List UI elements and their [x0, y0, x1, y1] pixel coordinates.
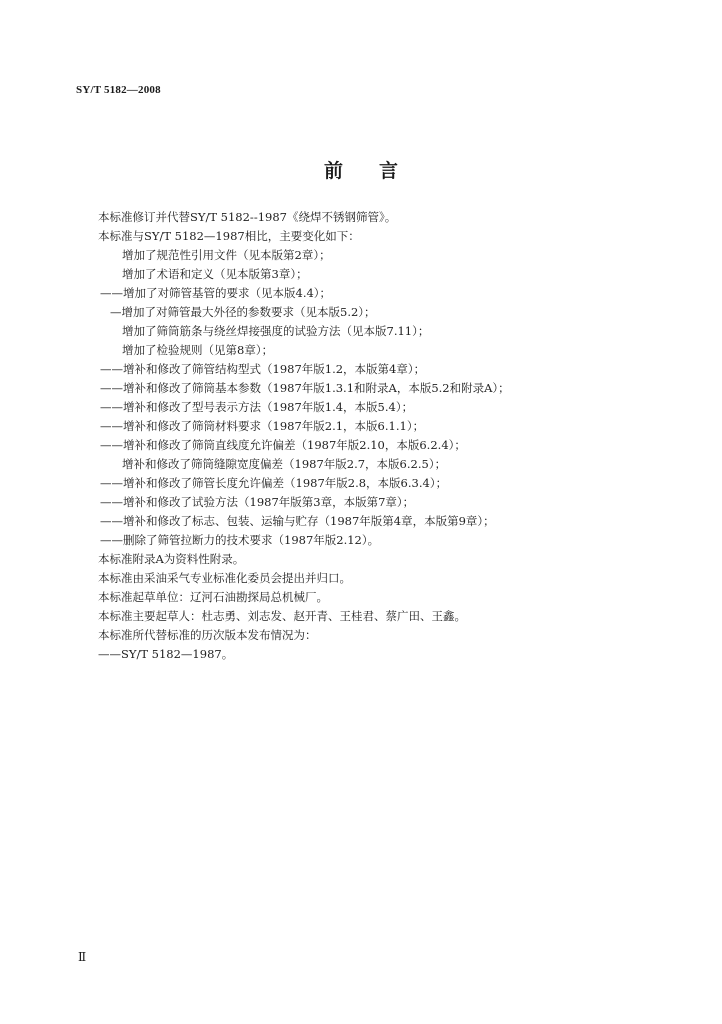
list-item: —增加了对筛管最大外径的参数要求（见本版5.2）；	[110, 305, 376, 319]
list-item: ——增补和修改了标志、包装、运输与贮存（1987年版第4章，本版第9章）；	[100, 514, 495, 528]
list-item: ——增加了对筛管基管的要求（见本版4.4）；	[100, 286, 332, 300]
paragraph-line: 本标准与SY/T 5182—1987相比，主要变化如下：	[98, 229, 360, 243]
page-number: Ⅱ	[78, 950, 87, 964]
title-char-2: 言	[379, 160, 399, 182]
page-title	[0, 156, 722, 183]
list-item: ——增补和修改了筛筒直线度允许偏差（1987年版2.10，本版6.2.4）；	[100, 438, 466, 452]
list-item: 增加了规范性引用文件（见本版第2章）；	[122, 248, 331, 262]
list-item: 增加了术语和定义（见本版第3章）；	[122, 267, 308, 281]
list-item: ——增补和修改了筛筒材料要求（1987年版2.1，本版6.1.1）；	[100, 419, 425, 433]
list-item: ——删除了筛管拉断力的技术要求（1987年版2.12）。	[100, 533, 380, 547]
list-item: 增补和修改了筛筒缝隙宽度偏差（1987年版2.7，本版6.2.5）；	[122, 457, 447, 471]
paragraph-line: 本标准起草单位：辽河石油勘探局总机械厂。	[98, 590, 328, 604]
standard-code: SY/T 5182—2008	[76, 84, 161, 96]
title-char-1: 前	[323, 160, 343, 182]
paragraph-line: 本标准附录A为资料性附录。	[98, 552, 245, 566]
list-item: 增加了检验规则（见第8章）；	[122, 343, 274, 357]
list-item: ——增补和修改了筛管结构型式（1987年版1.2，本版第4章）；	[100, 362, 426, 376]
list-item: ——增补和修改了试验方法（1987年版第3章，本版第7章）；	[100, 495, 415, 509]
list-item: ——SY/T 5182—1987。	[98, 647, 234, 661]
paragraph-line: 本标准修订并代替SY/T 5182--1987《绕焊不锈钢筛管》。	[98, 210, 397, 224]
paragraph-line: 本标准由采油采气专业标准化委员会提出并归口。	[98, 571, 351, 585]
paragraph-line: 本标准所代替标准的历次版本发布情况为：	[98, 628, 317, 642]
list-item: ——增补和修改了筛筒基本参数（1987年版1.3.1和附录A，本版5.2和附录A）；	[100, 381, 510, 395]
list-item: ——增补和修改了筛管长度允许偏差（1987年版2.8，本版6.3.4）；	[100, 476, 448, 490]
paragraph-line: 本标准主要起草人：杜志勇、刘志发、赵开青、王桂君、蔡广田、王鑫。	[98, 609, 466, 623]
list-item: ——增补和修改了型号表示方法（1987年版1.4，本版5.4）；	[100, 400, 414, 414]
list-item: 增加了筛筒筋条与绕丝焊接强度的试验方法（见本版7.11）；	[122, 324, 430, 338]
